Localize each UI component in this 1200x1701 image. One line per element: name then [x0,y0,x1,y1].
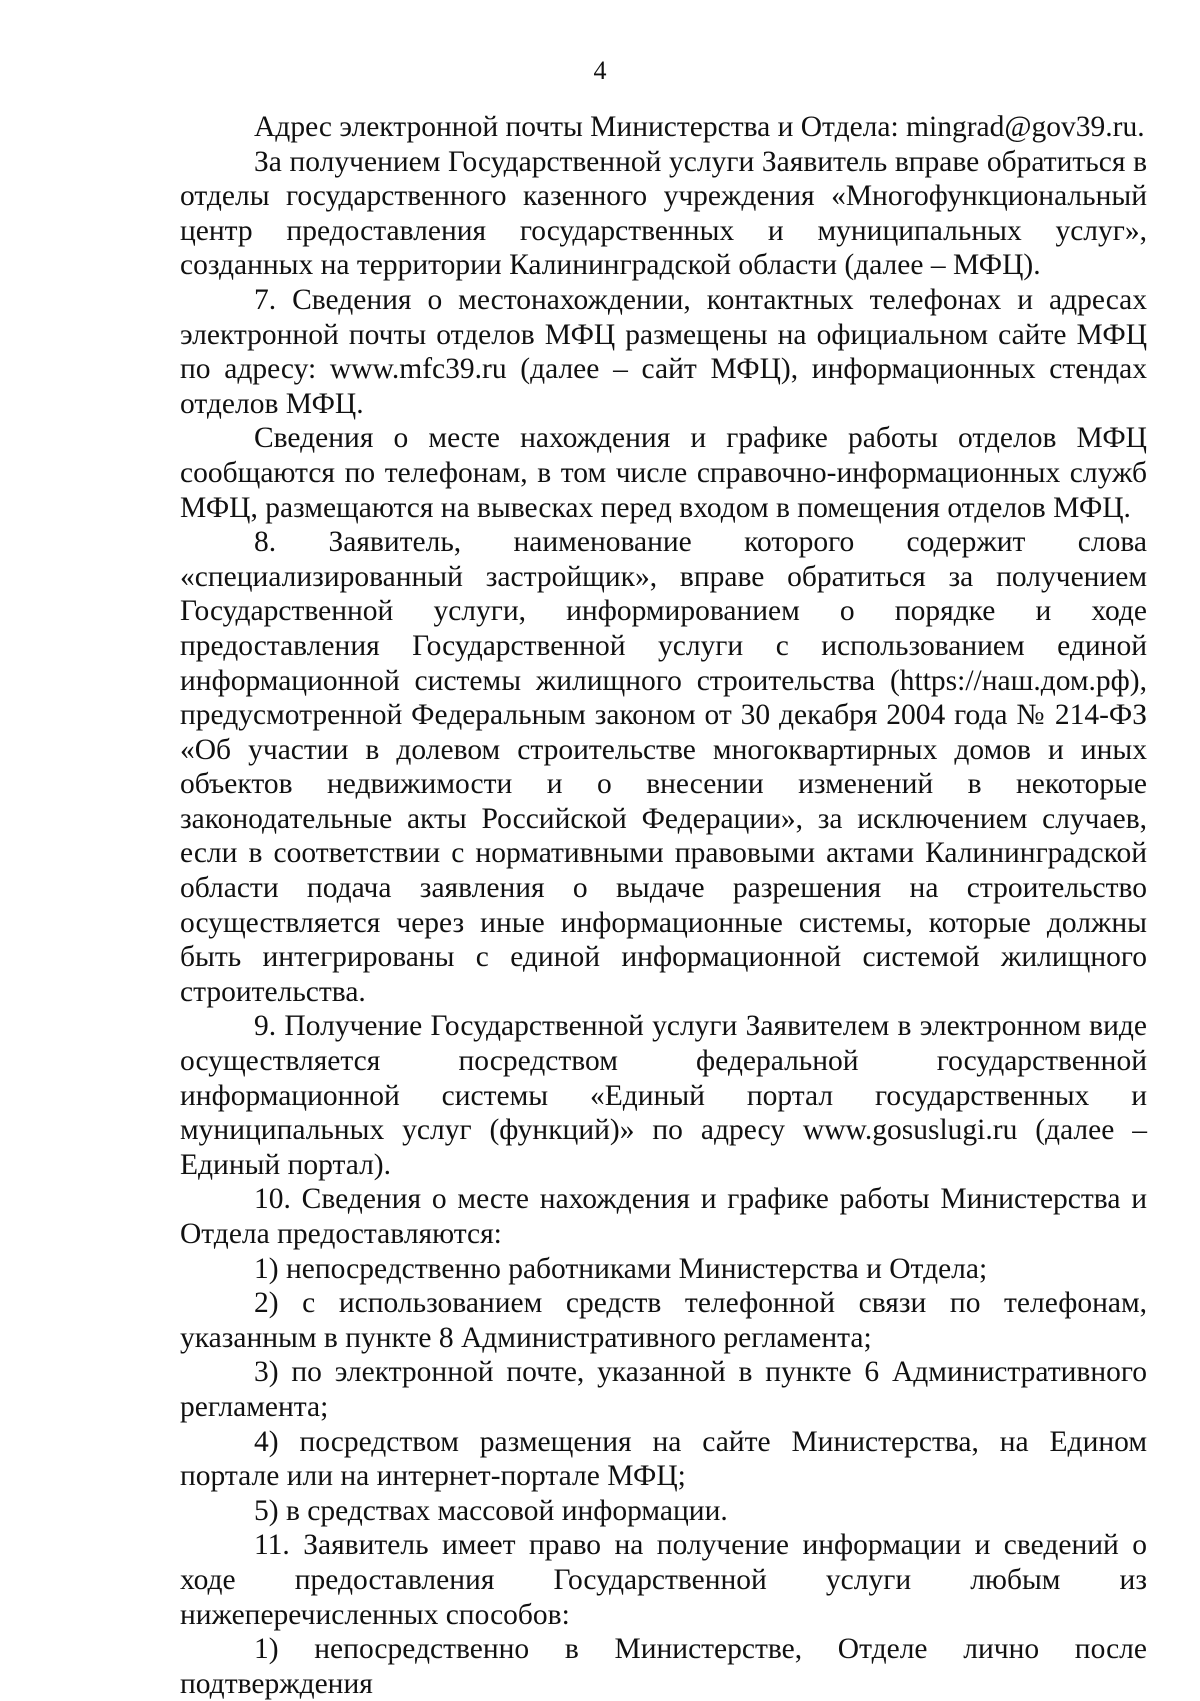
paragraph-item-7: 7. Сведения о местонахождении, контактных телефонах и адресах электронной почты отделов МФЦ размещены на официальном сайте МФЦ по адресу: www.mfc39.ru (далее – сайт МФЦ), информационных стендах отделов МФЦ. [180,283,1147,420]
paragraph-email: Адрес электронной почты Министерства и Отдела: mingrad@gov39.ru. [254,111,1145,143]
paragraph-item-8: 8. Заявитель, наименование которого содержит слова «специализированный застройщик», вправе обратиться за получением Государственной услуги, информированием о порядке и ходе предоставления Государственной услуги с использованием единой информационной системы жилищного строительства (https://наш.дом.рф), предусмотренной Федеральным законом от 30 декабря 2004 года № 214-ФЗ «Об участии в долевом строительстве многоквартирных домов и иных объектов недвижимости и о внесении изменений в некоторые законодательные акты Российской Федерации», за исключением случаев, если в соответствии с нормативными правовыми актами Калининградской области подача заявления о выдаче разрешения на строительство осуществляется через иные информационные системы, которые должны быть интегрированы с единой информационной системой жилищного строительства. [180,526,1147,1008]
body-text [180,110,1147,1701]
paragraph-mfc-schedule: Сведения о месте нахождения и графике работы отделов МФЦ сообщаются по телефонам, в том числе справочно-информационных служб МФЦ, размещаются на вывесках перед входом в помещения отделов МФЦ. [180,422,1147,524]
list-item-10-3: 3) по электронной почте, указанной в пункте 6 Административного регламента; [180,1356,1147,1423]
list-item-10-5: 5) в средствах массовой информации. [254,1494,728,1527]
paragraph-mfc-intro: За получением Государственной услуги Заявитель вправе обратиться в отделы государственного казенного учреждения «Многофункциональный центр предоставления государственных и муниципальных услуг», созданных на территории Калининградской области (далее – МФЦ). [180,145,1147,282]
paragraph-item-11: 11. Заявитель имеет право на получение информации и сведений о ходе предоставления Государственной услуги любым из нижеперечисленных способов: [180,1529,1147,1631]
list-item-10-4: 4) посредством размещения на сайте Министерства, на Едином портале или на интернет-портале МФЦ; [180,1425,1147,1493]
page-number: 4 [593,56,607,85]
list-item-10-1: 1) непосредственно работниками Министерства и Отдела; [254,1252,988,1285]
paragraph-item-9: 9. Получение Государственной услуги Заявителем в электронном виде осуществляется посредством федеральной государственной информационной системы «Единый портал государственных и муниципальных услуг (функций)» по адресу www.gosuslugi.ru (далее – Единый портал). [180,1010,1147,1181]
paragraph-item-10: 10. Сведения о месте нахождения и графике работы Министерства и Отдела предоставляются: [180,1183,1147,1250]
list-item-10-2: 2) с использованием средств телефонной связи по телефонам, указанным в пункте 8 Административного регламента; [180,1287,1147,1354]
list-item-11-1: 1) непосредственно в Министерстве, Отделе лично после подтверждения [180,1633,1147,1700]
